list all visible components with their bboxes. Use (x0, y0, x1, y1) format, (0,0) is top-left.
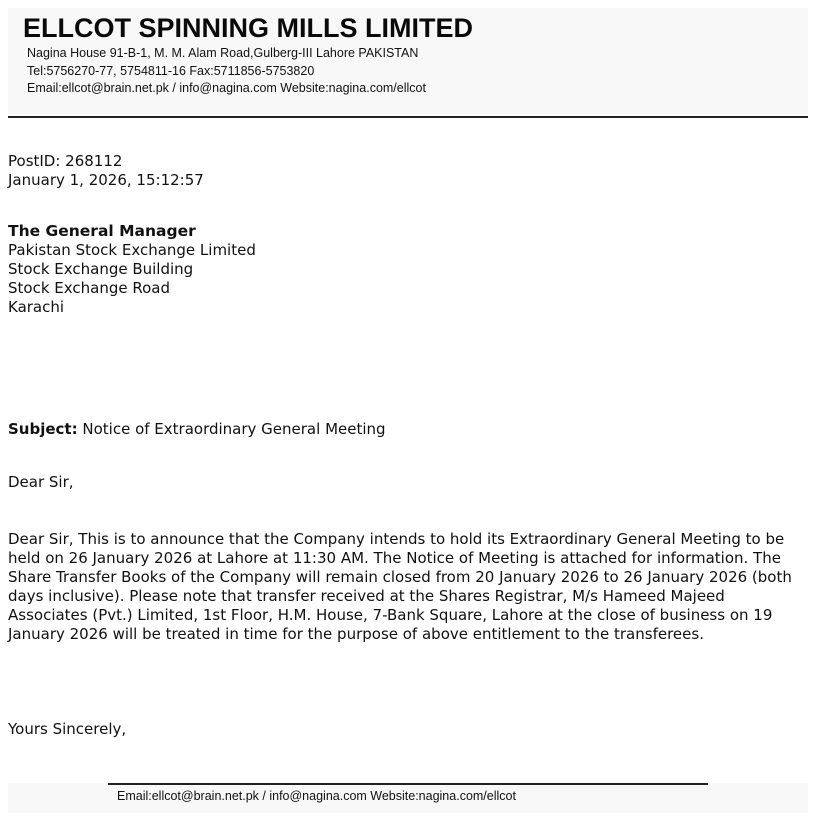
footer-contact: Email:ellcot@brain.net.pk / info@nagina.com Website:nagina.com/ellcot (117, 789, 516, 803)
subject-line (8, 420, 386, 439)
subject-text: Notice of Extraordinary General Meeting (82, 420, 386, 438)
recipient-line: Pakistan Stock Exchange Limited (8, 241, 256, 259)
post-id: PostID: 268112 (8, 152, 123, 170)
company-address: Nagina House 91-B-1, M. M. Alam Road,Gulberg-III Lahore PAKISTAN (27, 46, 419, 60)
recipient-line: Karachi (8, 298, 65, 316)
recipient-title: The General Manager (8, 222, 196, 240)
letterhead (8, 8, 808, 114)
company-contact: Email:ellcot@brain.net.pk / info@nagina.com Website:nagina.com/ellcot (27, 81, 426, 95)
salutation: Dear Sir, (8, 473, 74, 491)
closing: Yours Sincerely, (8, 720, 127, 738)
footer-divider (108, 783, 708, 785)
company-phone-fax: Tel:5756270-77, 5754811-16 Fax:5711856-5753820 (27, 64, 315, 78)
company-name: ELLCOT SPINNING MILLS LIMITED (23, 13, 473, 43)
letterhead-divider (8, 116, 808, 118)
footer (8, 783, 808, 813)
letter-body: Dear Sir, This is to announce that the Company intends to hold its Extraordinary General Meeting to be held on 26 January 2026 at Lahore at 11:30 AM. The Notice of Meeting is attached for information. The Share Transfer Books of the Company will remain closed from 20 January 2026 to 26 January 2026 (both days inclusive). Please note that transfer received at the Shares Registrar, M/s Hameed Majeed Associates (Pvt.) Limited, 1st Floor, H.M. House, 7-Bank Square, Lahore at the close of business on 19 January 2026 will be treated in time for the purpose of above entitlement to the transferees. (8, 530, 792, 643)
recipient-line: Stock Exchange Road (8, 279, 170, 297)
recipient-line: Stock Exchange Building (8, 260, 194, 278)
post-datetime: January 1, 2026, 15:12:57 (8, 171, 204, 189)
recipient-address (8, 222, 256, 317)
subject-label: Subject: (8, 420, 78, 438)
post-meta (8, 152, 204, 190)
